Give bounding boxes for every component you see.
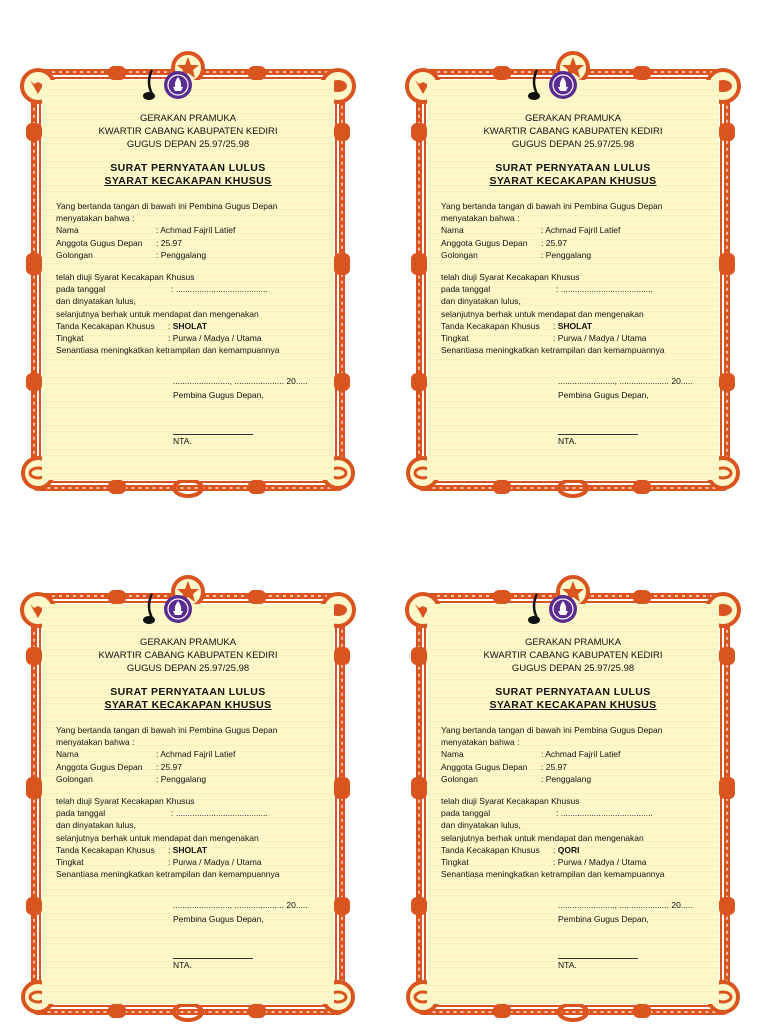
body-text: selanjutnya berhak untuk mendapat dan mengenakan <box>56 308 259 319</box>
field-row <box>441 844 721 856</box>
field-label: Anggota Gugus Depan <box>56 761 143 772</box>
body-text: dan dinyatakan lulus, <box>56 296 136 307</box>
body-text: dan dinyatakan lulus, <box>56 820 136 831</box>
tunas-kelapa-logo <box>140 592 160 626</box>
field-label: Golongan <box>441 773 478 784</box>
field-value: : 25.97 <box>156 761 182 772</box>
field-value: : Purwa / Madya / Utama <box>553 333 647 344</box>
field-value: : Achmad Fajril Latief <box>156 749 236 760</box>
field-value: : Achmad Fajril Latief <box>541 225 621 236</box>
logo-group <box>393 592 753 626</box>
org-line: GUGUS DEPAN 25.97/25.98 <box>511 139 635 150</box>
intro-text: menyatakan bahwa : <box>56 213 135 224</box>
field-label: Nama <box>56 225 79 236</box>
field-row <box>56 761 336 773</box>
org-line: GUGUS DEPAN 25.97/25.98 <box>126 139 250 150</box>
certificate-body <box>441 200 721 356</box>
field-value: : Penggalang <box>541 773 592 784</box>
field-row <box>441 224 721 236</box>
body-text: Senantiasa meningkatkan ketrampilan dan kemampuannya <box>56 869 280 880</box>
title-line-2: SYARAT KECAKAPAN KHUSUS <box>104 699 272 711</box>
field-row <box>56 856 336 868</box>
field-row <box>441 773 721 785</box>
field-value: : Purwa / Madya / Utama <box>553 857 647 868</box>
title-line-1: SURAT PERNYATAAN LULUS <box>110 686 266 698</box>
certificate-title <box>8 686 368 712</box>
organization-heading <box>393 112 753 151</box>
body-text: telah diuji Syarat Kecakapan Khusus <box>441 796 580 807</box>
field-value: : 25.97 <box>541 761 567 772</box>
signature-line <box>173 958 253 959</box>
signatory-title: Pembina Gugus Depan, <box>558 914 649 924</box>
field-value: : SHOLAT <box>168 320 208 331</box>
intro-text: menyatakan bahwa : <box>56 737 135 748</box>
date-line: ........................, ..................... 20..... <box>558 900 693 910</box>
signatory-title: Pembina Gugus Depan, <box>173 914 264 924</box>
field-row <box>56 748 336 760</box>
field-row <box>56 332 336 344</box>
field-value: : Penggalang <box>541 249 592 260</box>
field-label: Tingkat <box>441 333 469 344</box>
certificate-card <box>393 28 753 498</box>
org-line: GERAKAN PRAMUKA <box>524 113 622 124</box>
field-value: : QORI <box>553 844 580 855</box>
intro-text: Yang bertanda tangan di bawah ini Pembina Gugus Depan <box>56 201 278 211</box>
field-value: : ....................................... <box>556 808 653 819</box>
date-line: ........................, ..................... 20..... <box>558 376 693 386</box>
body-text: dan dinyatakan lulus, <box>441 820 521 831</box>
body-text: Senantiasa meningkatkan ketrampilan dan kemampuannya <box>441 869 665 880</box>
logo-group <box>8 592 368 626</box>
signatory-title: Pembina Gugus Depan, <box>173 390 264 400</box>
field-row <box>56 320 336 332</box>
nta-label: NTA. <box>173 436 192 446</box>
title-line-2: SYARAT KECAKAPAN KHUSUS <box>489 175 657 187</box>
org-line: KWARTIR CABANG KABUPATEN KEDIRI <box>483 650 663 661</box>
nta-label: NTA. <box>558 436 577 446</box>
org-line: GERAKAN PRAMUKA <box>139 113 237 124</box>
field-value: : Achmad Fajril Latief <box>541 749 621 760</box>
field-row <box>441 249 721 261</box>
field-row <box>56 224 336 236</box>
certificate-title <box>393 686 753 712</box>
organization-heading <box>8 112 368 151</box>
field-row <box>441 332 721 344</box>
date-line: ........................, ..................... 20..... <box>173 900 308 910</box>
intro-text: Yang bertanda tangan di bawah ini Pembina Gugus Depan <box>441 725 663 735</box>
wosm-logo <box>548 70 578 100</box>
intro-text: menyatakan bahwa : <box>441 737 520 748</box>
body-text: telah diuji Syarat Kecakapan Khusus <box>441 272 580 283</box>
tkk-value: QORI <box>557 844 580 855</box>
organization-heading <box>8 636 368 675</box>
certificate-body <box>56 200 336 356</box>
field-value: : ....................................... <box>171 808 268 819</box>
body-text: Senantiasa meningkatkan ketrampilan dan kemampuannya <box>56 345 280 356</box>
signature-line <box>173 434 253 435</box>
signature-line <box>558 434 638 435</box>
field-row <box>441 856 721 868</box>
title-line-1: SURAT PERNYATAAN LULUS <box>495 686 651 698</box>
field-value: : SHOLAT <box>168 844 208 855</box>
logo-group <box>393 68 753 102</box>
field-value: : 25.97 <box>541 237 567 248</box>
org-line: KWARTIR CABANG KABUPATEN KEDIRI <box>98 126 278 137</box>
field-value: : Penggalang <box>156 249 207 260</box>
field-value: : Penggalang <box>156 773 207 784</box>
tkk-value: SHOLAT <box>172 844 208 855</box>
tunas-kelapa-logo <box>140 68 160 102</box>
field-row <box>56 844 336 856</box>
field-row <box>56 773 336 785</box>
signatory-title: Pembina Gugus Depan, <box>558 390 649 400</box>
org-line: GERAKAN PRAMUKA <box>524 637 622 648</box>
logo-group <box>8 68 368 102</box>
body-text: selanjutnya berhak untuk mendapat dan mengenakan <box>441 308 644 319</box>
date-line: ........................, ..................... 20..... <box>173 376 308 386</box>
org-line: GUGUS DEPAN 25.97/25.98 <box>126 663 250 674</box>
certificate-card <box>8 552 368 1022</box>
intro-text: Yang bertanda tangan di bawah ini Pembina Gugus Depan <box>441 201 663 211</box>
title-line-2: SYARAT KECAKAPAN KHUSUS <box>104 175 272 187</box>
body-text: telah diuji Syarat Kecakapan Khusus <box>56 796 195 807</box>
field-row <box>441 748 721 760</box>
org-line: GUGUS DEPAN 25.97/25.98 <box>511 663 635 674</box>
field-row <box>441 283 721 295</box>
field-label: Tanda Kecakapan Khusus <box>441 844 540 855</box>
field-row <box>441 320 721 332</box>
field-row <box>56 249 336 261</box>
nta-label: NTA. <box>173 960 192 970</box>
org-line: KWARTIR CABANG KABUPATEN KEDIRI <box>483 126 663 137</box>
field-label: Anggota Gugus Depan <box>441 761 528 772</box>
intro-text: Yang bertanda tangan di bawah ini Pembina Gugus Depan <box>56 725 278 735</box>
wosm-logo <box>163 70 193 100</box>
field-label: Golongan <box>56 249 93 260</box>
body-text: telah diuji Syarat Kecakapan Khusus <box>56 272 195 283</box>
wosm-logo <box>163 594 193 624</box>
field-label: Nama <box>441 225 464 236</box>
tkk-value: SHOLAT <box>557 320 593 331</box>
field-label: pada tanggal <box>441 808 491 819</box>
body-text: dan dinyatakan lulus, <box>441 296 521 307</box>
title-line-1: SURAT PERNYATAAN LULUS <box>110 162 266 174</box>
field-label: Golongan <box>441 249 478 260</box>
field-row <box>56 283 336 295</box>
certificate-body <box>441 724 721 880</box>
title-line-1: SURAT PERNYATAAN LULUS <box>495 162 651 174</box>
field-value: : Achmad Fajril Latief <box>156 225 236 236</box>
field-row <box>441 761 721 773</box>
field-value: : ....................................... <box>171 284 268 295</box>
field-row <box>56 807 336 819</box>
field-row <box>441 807 721 819</box>
field-row <box>56 237 336 249</box>
field-row <box>441 237 721 249</box>
tunas-kelapa-logo <box>525 592 545 626</box>
body-text: selanjutnya berhak untuk mendapat dan mengenakan <box>56 832 259 843</box>
wosm-logo <box>548 594 578 624</box>
org-line: GERAKAN PRAMUKA <box>139 637 237 648</box>
org-line: KWARTIR CABANG KABUPATEN KEDIRI <box>98 650 278 661</box>
field-label: Anggota Gugus Depan <box>56 237 143 248</box>
certificate-body <box>56 724 336 880</box>
field-value: : Purwa / Madya / Utama <box>168 857 262 868</box>
body-text: selanjutnya berhak untuk mendapat dan mengenakan <box>441 832 644 843</box>
tunas-kelapa-logo <box>525 68 545 102</box>
field-label: Tanda Kecakapan Khusus <box>56 844 155 855</box>
field-label: Tanda Kecakapan Khusus <box>441 320 540 331</box>
field-value: : ....................................... <box>556 284 653 295</box>
field-label: Nama <box>441 749 464 760</box>
tkk-value: SHOLAT <box>172 320 208 331</box>
certificate-title <box>8 162 368 188</box>
certificate-card <box>8 28 368 498</box>
field-value: : SHOLAT <box>553 320 593 331</box>
field-label: Tanda Kecakapan Khusus <box>56 320 155 331</box>
title-line-2: SYARAT KECAKAPAN KHUSUS <box>489 699 657 711</box>
nta-label: NTA. <box>558 960 577 970</box>
field-label: pada tanggal <box>56 808 106 819</box>
field-value: : Purwa / Madya / Utama <box>168 333 262 344</box>
field-label: Tingkat <box>56 857 84 868</box>
field-label: Nama <box>56 749 79 760</box>
field-label: Tingkat <box>56 333 84 344</box>
field-label: Golongan <box>56 773 93 784</box>
field-label: pada tanggal <box>56 284 106 295</box>
field-label: Anggota Gugus Depan <box>441 237 528 248</box>
field-label: pada tanggal <box>441 284 491 295</box>
certificate-card <box>393 552 753 1022</box>
signature-line <box>558 958 638 959</box>
organization-heading <box>393 636 753 675</box>
field-label: Tingkat <box>441 857 469 868</box>
certificate-title <box>393 162 753 188</box>
body-text: Senantiasa meningkatkan ketrampilan dan kemampuannya <box>441 345 665 356</box>
field-value: : 25.97 <box>156 237 182 248</box>
intro-text: menyatakan bahwa : <box>441 213 520 224</box>
